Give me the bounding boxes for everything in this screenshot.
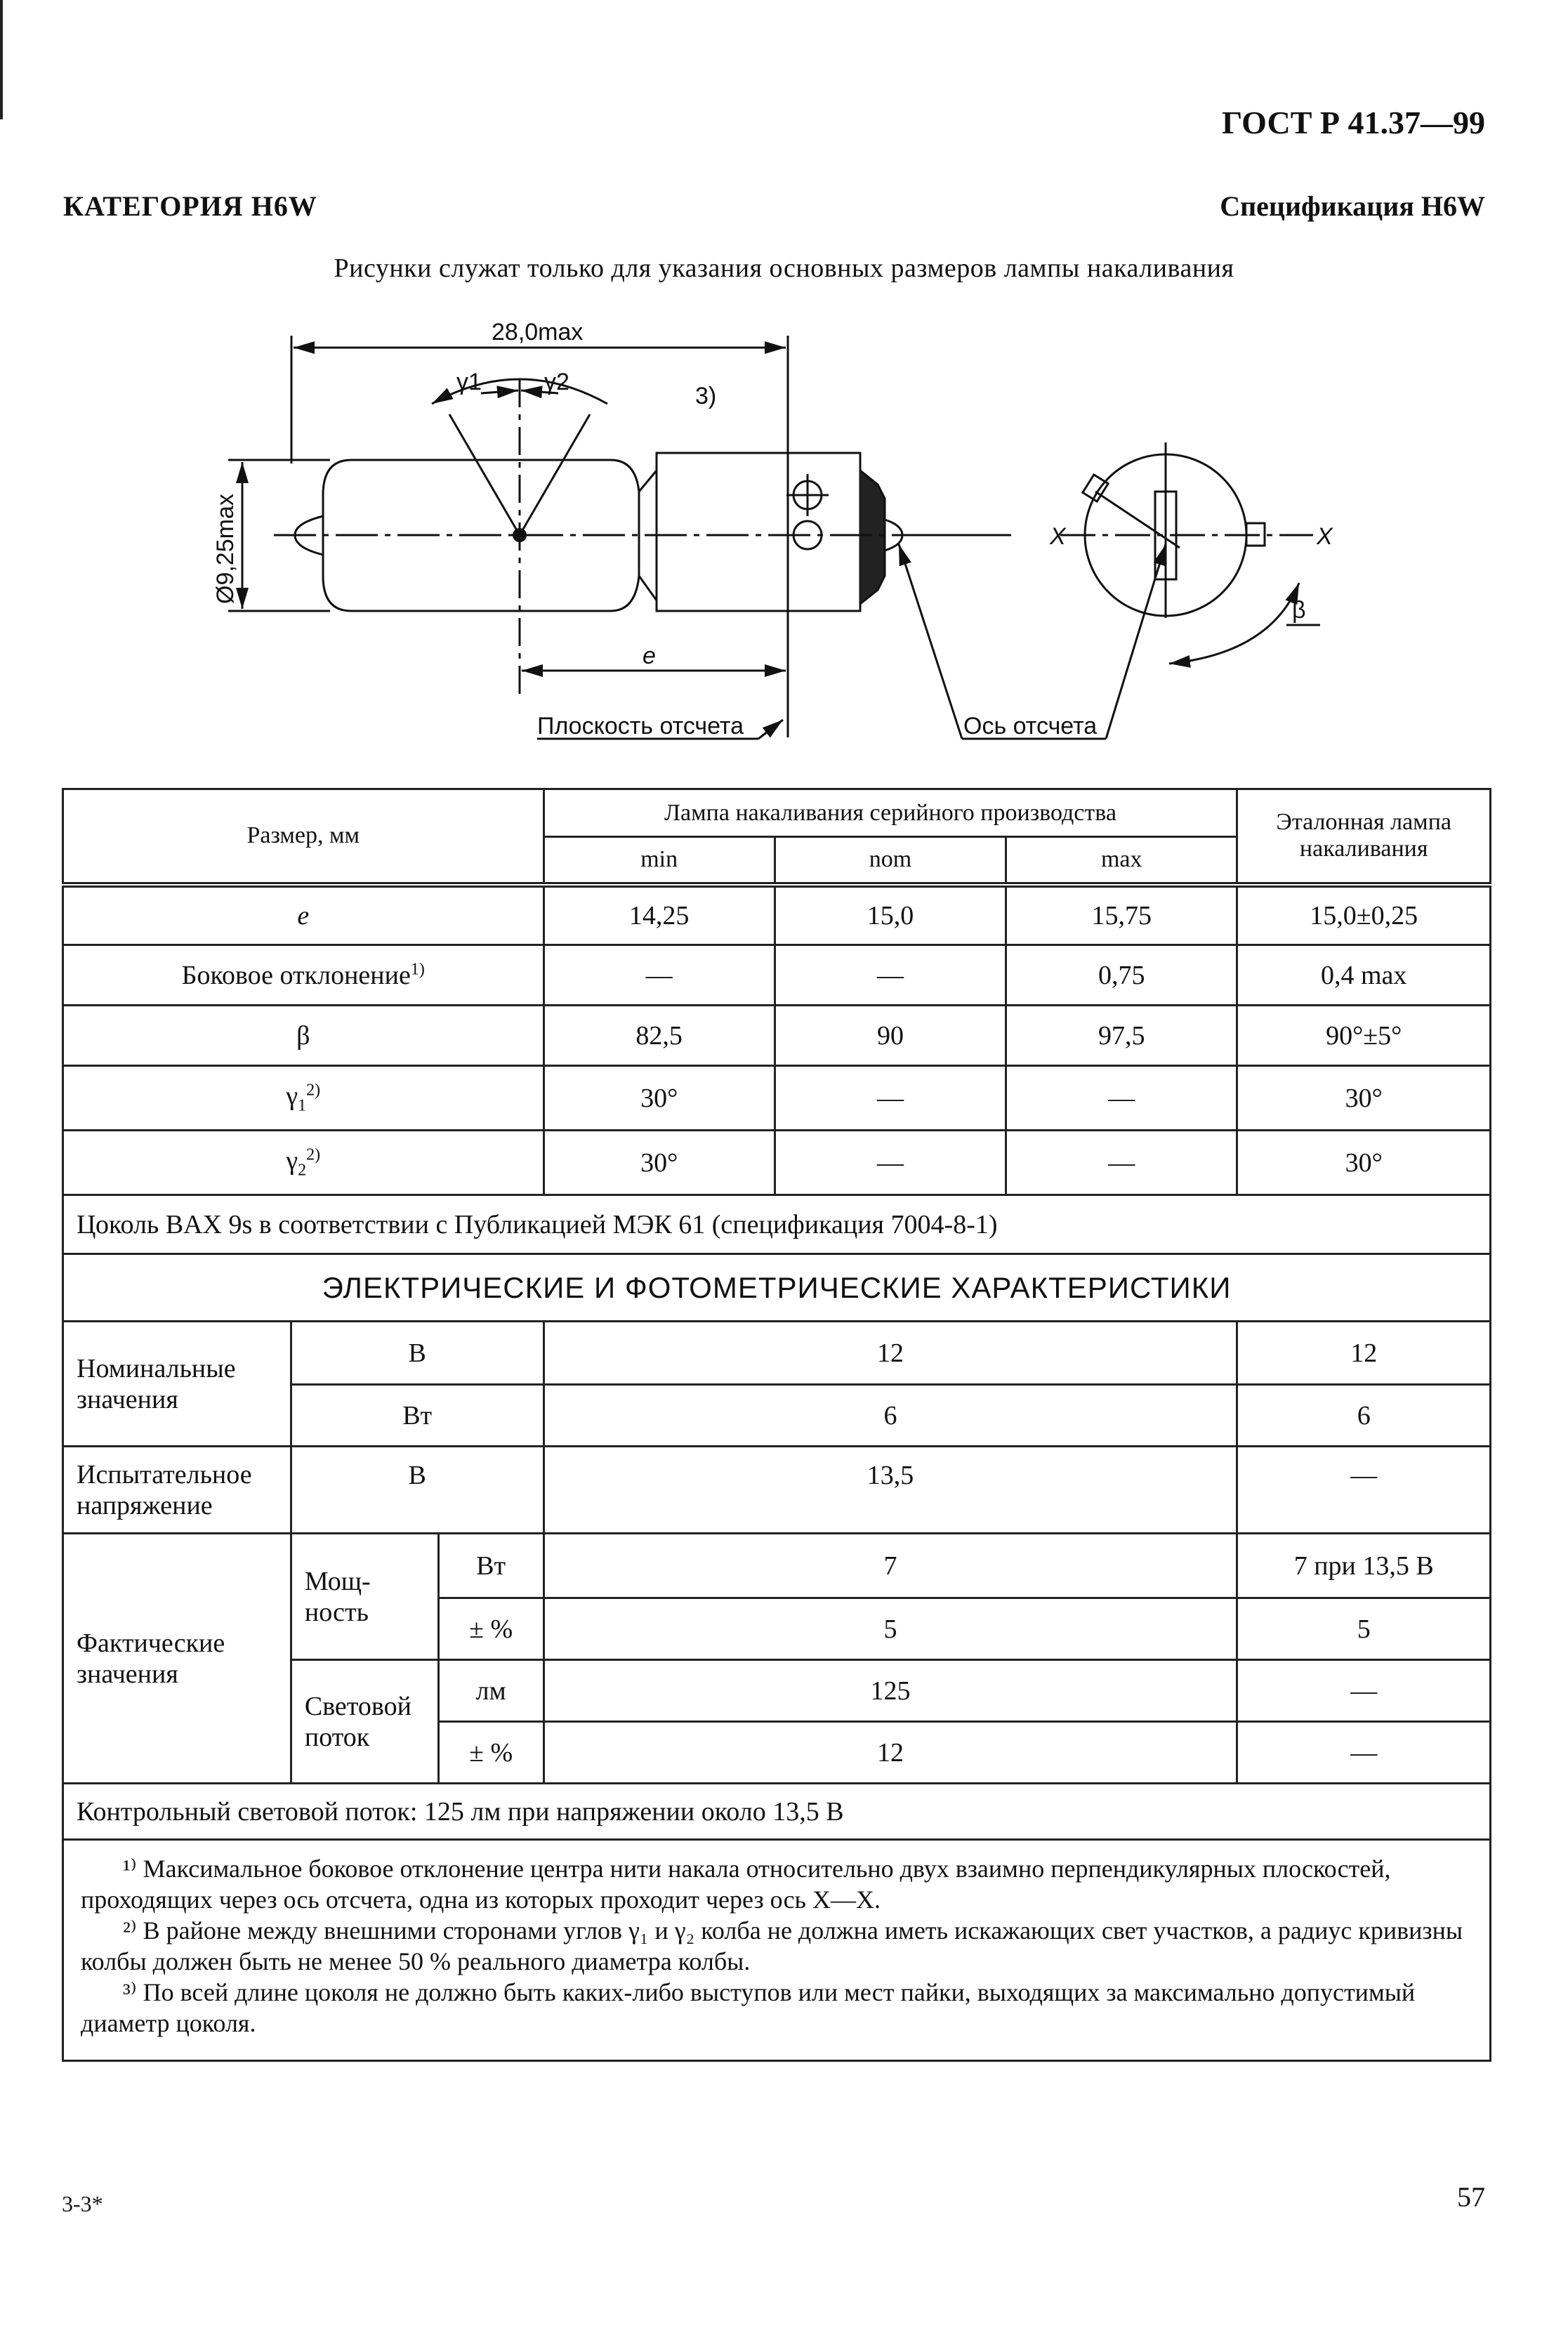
footnote-3: ³⁾ По всей длине цоколя не должно быть каких-либо выступов или мест пайки, выходящих за максимально допустимый диаметр цоколя. [81, 1978, 1416, 2037]
col-max: max [1006, 837, 1237, 885]
nominal-etalon-v: 12 [1237, 1322, 1491, 1385]
etalon-header: Эталонная лампа накаливания [1237, 789, 1491, 885]
flux-unit-lm: лм [438, 1660, 543, 1722]
flux-label: Световой поток [291, 1660, 438, 1784]
row-gamma2-name: $\gamma_2^{2)}$ [63, 1131, 544, 1195]
test-unit: В [291, 1447, 543, 1534]
axis-x-right-label: X [1317, 523, 1333, 550]
nominal-unit-v: В [291, 1322, 543, 1385]
lamp-drawing [0, 0, 1568, 779]
dim-e-label: e [643, 643, 656, 669]
row-lateral-max: 0,75 [1006, 945, 1237, 1006]
test-label: Испытательное напряжение [63, 1447, 291, 1534]
table-row [63, 1006, 1491, 1066]
row-gamma1-etalon: 30° [1237, 1066, 1491, 1131]
axis-x-left-label: X [1050, 523, 1066, 550]
flux-value-lm: 125 [543, 1660, 1237, 1722]
row-gamma1-nom: — [775, 1066, 1006, 1131]
document-code: ГОСТ Р 41.37—99 [1222, 105, 1485, 140]
power-value-w: 7 [543, 1534, 1237, 1598]
col-min: min [543, 837, 775, 885]
note3-marker: 3) [695, 383, 717, 409]
table-row [63, 945, 1491, 1006]
row-gamma1-min: 30° [543, 1066, 775, 1131]
category-title: КАТЕГОРИЯ H6W [63, 190, 317, 222]
row-gamma2-nom: — [775, 1131, 1006, 1195]
nominal-unit-w: Вт [291, 1385, 543, 1447]
power-unit-w: Вт [438, 1534, 543, 1598]
row-beta-min: 82,5 [543, 1006, 775, 1066]
test-etalon: — [1237, 1447, 1491, 1534]
spec-table [62, 788, 1491, 2062]
power-label: Мощ-ность [291, 1534, 438, 1660]
row-gamma1-name: $\gamma_1^{2)}$ [63, 1066, 544, 1131]
table-row [63, 885, 1491, 945]
gamma2-label: γ2 [544, 369, 569, 395]
row-beta-nom: 90 [775, 1006, 1006, 1066]
footnote-1: ¹⁾ Максимальное боковое отклонение центра нити накала относительно двух взаимно перпендикулярных плоскостей, проходящих через ось отсчета, одна из которых проходит через ось X—X. [81, 1855, 1391, 1914]
flux-unit-pct: ± % [438, 1722, 543, 1784]
row-gamma2-etalon: 30° [1237, 1131, 1491, 1195]
row-gamma2-max: — [1006, 1131, 1237, 1195]
row-e-max: 15,75 [1006, 885, 1237, 945]
row-e-nom: 15,0 [775, 885, 1006, 945]
row-lateral-etalon: 0,4 max [1237, 945, 1491, 1006]
power-value-pct: 5 [543, 1598, 1237, 1660]
table-row [63, 1066, 1491, 1131]
serial-header: Лампа накаливания серийного производства [543, 789, 1237, 837]
power-etalon-pct: 5 [1237, 1598, 1491, 1660]
row-e-etalon: 15,0±0,25 [1237, 885, 1491, 945]
row-beta-etalon: 90°±5° [1237, 1006, 1491, 1066]
row-e-min: 14,25 [543, 885, 775, 945]
flux-etalon-pct: — [1237, 1722, 1491, 1784]
gamma1-label: γ1 [456, 369, 482, 395]
section-title: ЭЛЕКТРИЧЕСКИЕ И ФОТОМЕТРИЧЕСКИЕ ХАРАКТЕРИСТИКИ [63, 1254, 1491, 1322]
footnote-2: ²⁾ В районе между внешними сторонами углов γ₁ и γ₂ колба не должна иметь искажающих свет участков, а радиус кривизны колбы должен быть не менее 50 % реального диаметра колбы. [81, 1916, 1463, 1975]
ref-plane-label: Плоскость отсчета [537, 713, 744, 739]
dim-diameter-label: Ø9,25max [212, 494, 239, 604]
test-value: 13,5 [543, 1447, 1237, 1534]
page-number: 57 [1457, 2181, 1485, 2213]
nominal-value-w: 6 [543, 1385, 1237, 1447]
row-lateral-min: — [543, 945, 775, 1006]
row-lateral-name: Боковое отклонение$^{1)}$ [63, 945, 544, 1006]
row-lateral-nom: — [775, 945, 1006, 1006]
ref-axis-label: Ось отсчета [963, 713, 1098, 739]
nominal-label: Номинальные значения [63, 1322, 291, 1447]
row-e-name: e [63, 885, 544, 945]
row-beta-max: 97,5 [1006, 1006, 1237, 1066]
footer-signature: 3-3* [62, 2191, 103, 2216]
control-flux-row: Контрольный световой поток: 125 лм при напряжении около 13,5 В [63, 1784, 1491, 1840]
size-header: Размер, мм [63, 789, 544, 885]
flux-etalon-lm: — [1237, 1660, 1491, 1722]
beta-label: β [1292, 597, 1306, 624]
table-row [63, 1131, 1491, 1195]
nominal-value-v: 12 [543, 1322, 1237, 1385]
row-gamma1-max: — [1006, 1066, 1237, 1131]
footnotes [63, 1840, 1491, 2061]
dim-length-label: 28,0max [492, 319, 584, 346]
actual-label: Фактические значения [63, 1534, 291, 1784]
specification-title: Спецификация H6W [1220, 190, 1485, 222]
power-etalon-w: 7 при 13,5 В [1237, 1534, 1491, 1598]
row-beta-name: β [63, 1006, 544, 1066]
row-gamma2-min: 30° [543, 1131, 775, 1195]
power-unit-pct: ± % [438, 1598, 543, 1660]
base-row: Цоколь BAX 9s в соответствии с Публикацией МЭК 61 (спецификация 7004-8-1) [63, 1195, 1491, 1254]
nominal-etalon-w: 6 [1237, 1385, 1491, 1447]
col-nom: nom [775, 837, 1006, 885]
intro-text: Рисунки служат только для указания основных размеров лампы накаливания [334, 254, 1234, 283]
flux-value-pct: 12 [543, 1722, 1237, 1784]
